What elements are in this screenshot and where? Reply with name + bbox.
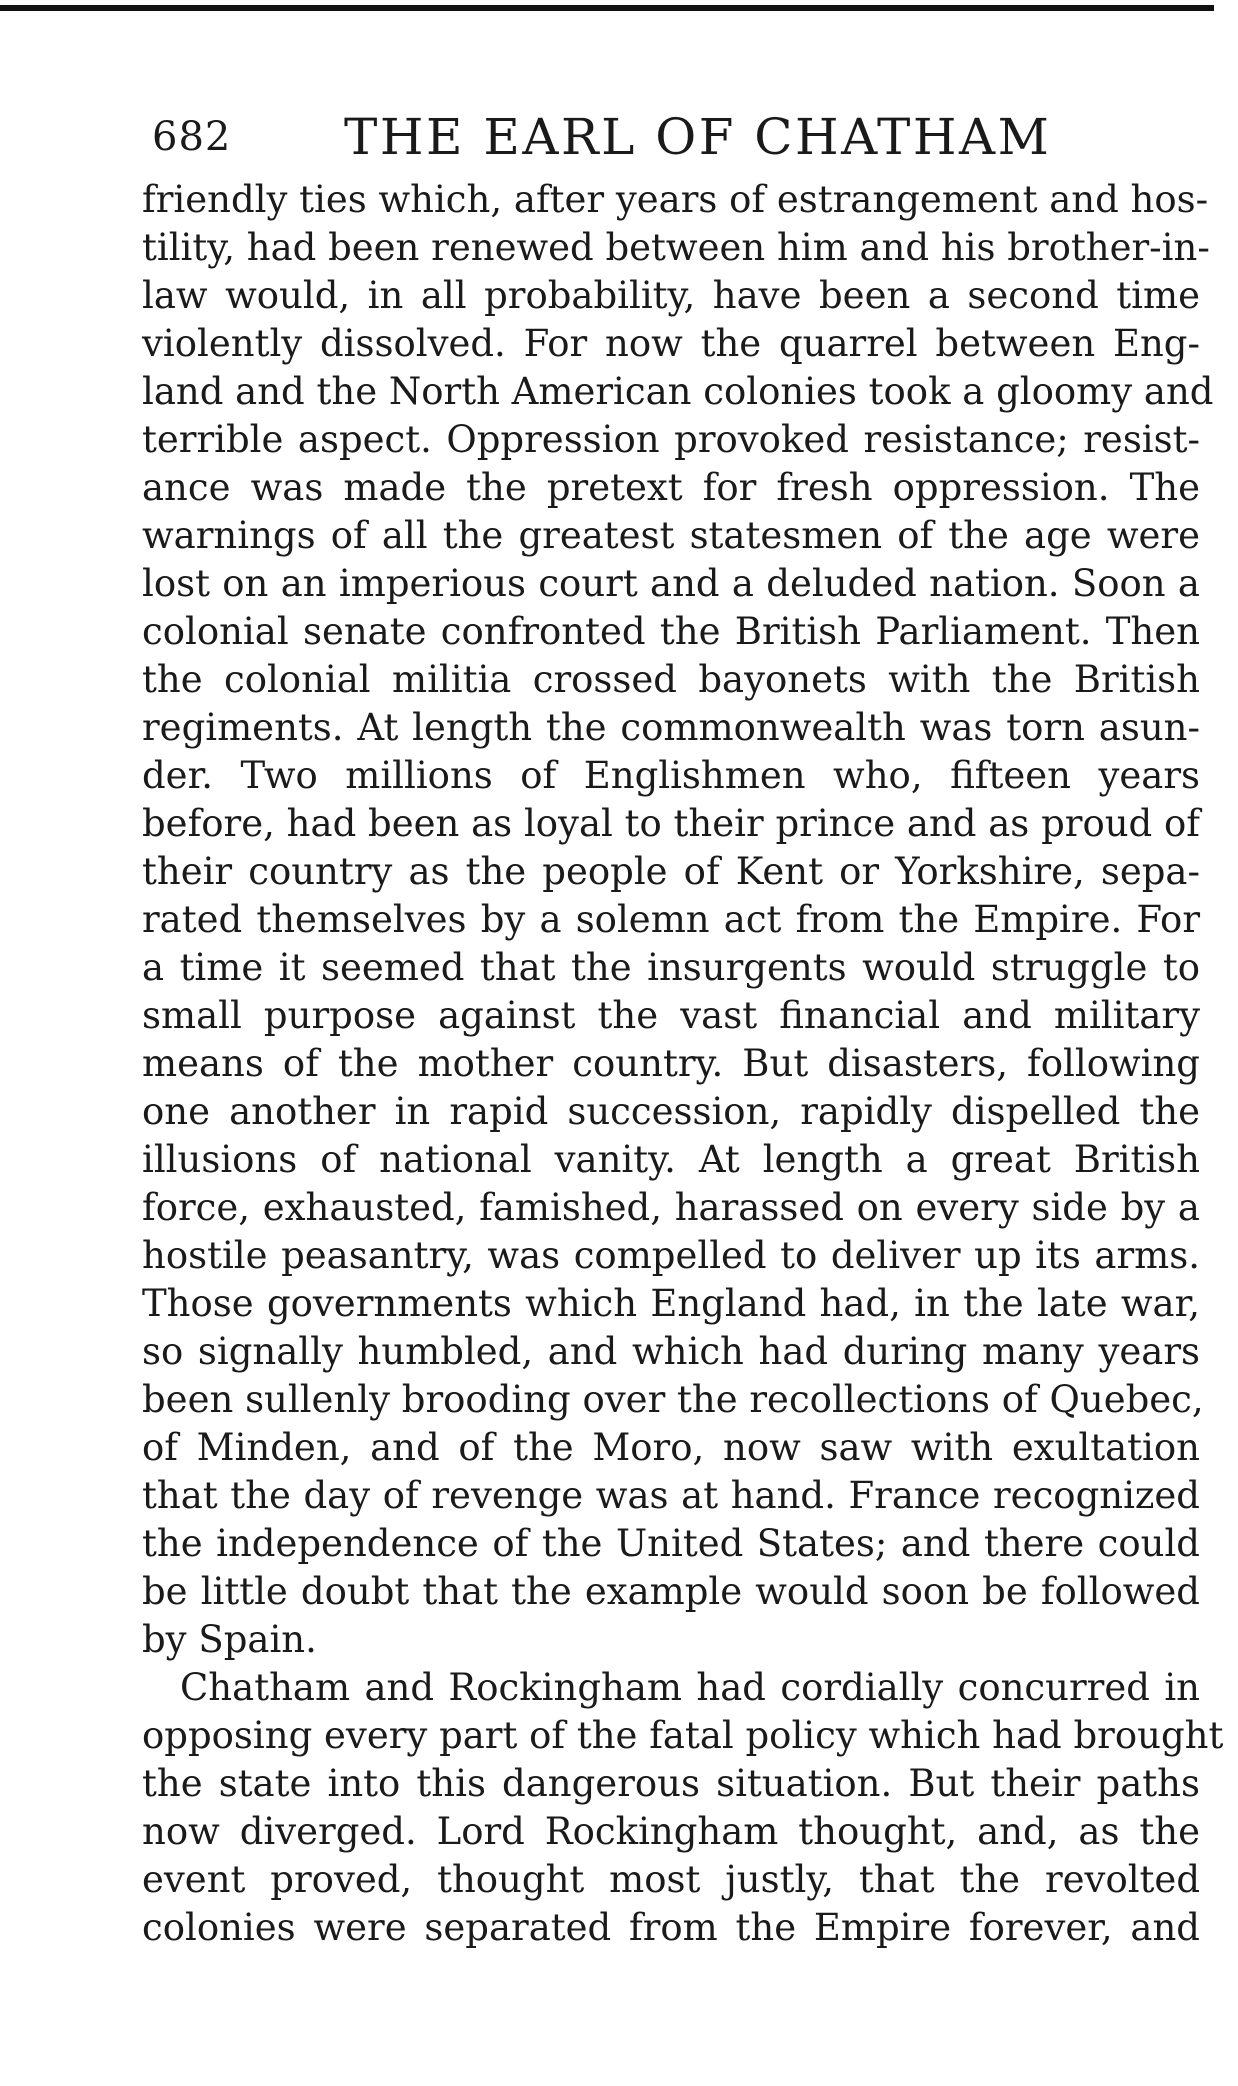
text-line: force, exhausted, famished, harassed on every side by a	[142, 1186, 1200, 1229]
book-page	[142, 108, 1224, 1952]
text-line: colonial senate confronted the British Parliament. Then	[142, 610, 1200, 653]
text-line: law would, in all probability, have been a second time	[142, 274, 1200, 317]
text-line: one another in rapid succession, rapidly dispelled the	[142, 1090, 1200, 1133]
body-text	[142, 176, 1224, 1952]
text-line: rated themselves by a solemn act from the Empire. For	[142, 898, 1200, 941]
text-line: der. Two millions of Englishmen who, fifteen years	[142, 754, 1200, 797]
text-line: the state into this dangerous situation. But their paths	[142, 1762, 1200, 1805]
text-line: the independence of the United States; and there could	[142, 1522, 1200, 1565]
top-rule	[0, 0, 1238, 14]
text-line: a time it seemed that the insurgents would struggle to	[142, 946, 1200, 989]
running-head	[142, 108, 1200, 164]
text-line: event proved, thought most justly, that the revolted	[142, 1858, 1200, 1901]
text-line: of Minden, and of the Moro, now saw with exultation	[142, 1426, 1200, 1469]
text-line: be little doubt that the example would soon be followed	[142, 1570, 1200, 1613]
text-line: violently dissolved. For now the quarrel between Eng-	[142, 322, 1200, 365]
text-line: lost on an imperious court and a deluded nation. Soon a	[142, 562, 1200, 605]
text-line: land and the North American colonies took a gloomy and	[142, 370, 1214, 413]
text-line: opposing every part of the fatal policy which had brought	[142, 1714, 1224, 1757]
text-line: terrible aspect. Oppression provoked resistance; resist-	[142, 418, 1200, 461]
text-line: warnings of all the greatest statesmen of the age were	[142, 514, 1200, 557]
paragraph-1	[142, 176, 1214, 1664]
text-line: now diverged. Lord Rockingham thought, and, as the	[142, 1810, 1200, 1853]
text-line: regiments. At length the commonwealth was torn asun-	[142, 706, 1200, 749]
text-line: before, had been as loyal to their prince and as proud of	[142, 802, 1200, 845]
page-title: THE EARL OF CHATHAM	[344, 108, 1052, 166]
text-line: colonies were separated from the Empire forever, and	[142, 1906, 1200, 1949]
text-line: the colonial militia crossed bayonets with the British	[142, 658, 1200, 701]
text-line: means of the mother country. But disasters, following	[142, 1042, 1200, 1085]
text-line: Those governments which England had, in the late war,	[142, 1282, 1200, 1325]
text-line: their country as the people of Kent or Yorkshire, sepa-	[142, 850, 1200, 893]
text-line: tility, had been renewed between him and his brother-in-	[142, 226, 1210, 269]
text-line: small purpose against the vast financial and military	[142, 994, 1200, 1037]
text-line: so signally humbled, and which had during many years	[142, 1330, 1200, 1373]
text-line: ance was made the pretext for fresh oppression. The	[142, 466, 1200, 509]
text-line: that the day of revenge was at hand. France recognized	[142, 1474, 1200, 1517]
text-line: by Spain.	[142, 1618, 317, 1661]
paragraph-2	[142, 1664, 1224, 1952]
text-line: been sullenly brooding over the recollections of Quebec,	[142, 1378, 1204, 1421]
page-number: 682	[152, 114, 232, 160]
text-line: illusions of national vanity. At length a great British	[142, 1138, 1200, 1181]
text-line: friendly ties which, after years of estrangement and hos-	[142, 178, 1209, 221]
text-line: Chatham and Rockingham had cordially concurred in	[180, 1666, 1200, 1709]
text-line: hostile peasantry, was compelled to deliver up its arms.	[142, 1234, 1200, 1277]
